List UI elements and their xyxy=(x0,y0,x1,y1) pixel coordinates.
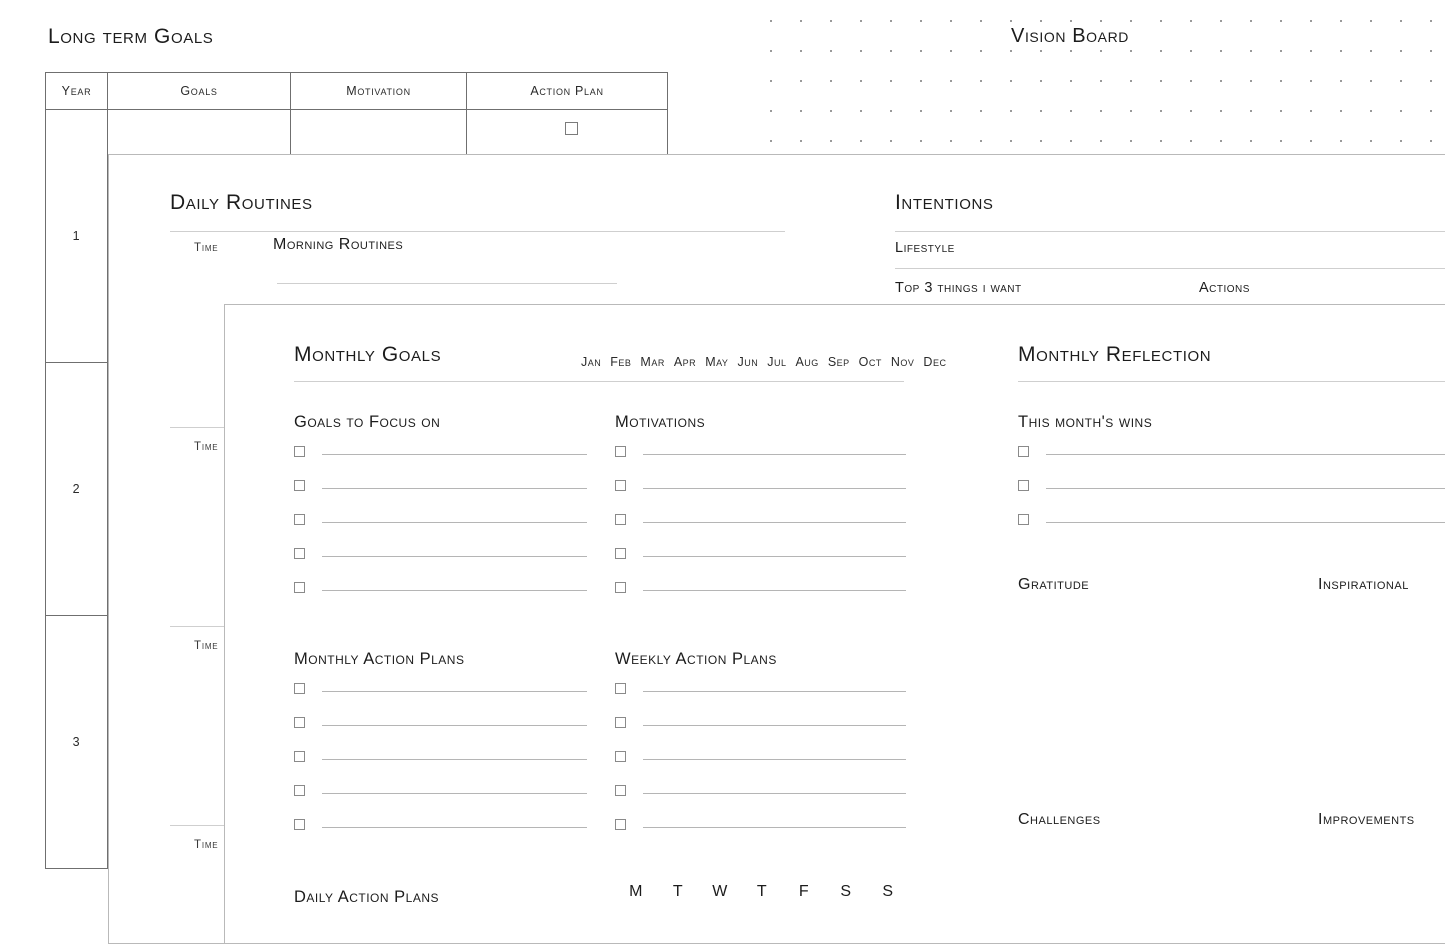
intentions-actions-label: Actions xyxy=(1199,280,1250,296)
checkbox[interactable] xyxy=(294,582,305,593)
grid-dot xyxy=(860,80,862,82)
grid-dot xyxy=(1190,80,1192,82)
divider xyxy=(1018,381,1445,382)
grid-dot xyxy=(1340,80,1342,82)
grid-dot xyxy=(1370,50,1372,52)
grid-dot xyxy=(1400,80,1402,82)
list-item xyxy=(1018,446,1445,457)
grid-dot xyxy=(1040,80,1042,82)
list-item xyxy=(615,785,906,796)
section-heading-goals-to-focus-on: Goals to Focus on xyxy=(294,413,441,431)
grid-dot xyxy=(1160,110,1162,112)
write-line[interactable] xyxy=(643,759,906,760)
year-cell: 2 xyxy=(46,363,108,616)
write-line[interactable] xyxy=(170,825,230,826)
write-line[interactable] xyxy=(277,283,617,284)
grid-dot xyxy=(770,20,772,22)
checkbox[interactable] xyxy=(294,683,305,694)
section-heading-weekly-action-plans: Weekly Action Plans xyxy=(615,650,777,668)
year-cell: 3 xyxy=(46,616,108,869)
write-line[interactable] xyxy=(170,427,230,428)
list-item xyxy=(615,480,906,491)
list-item xyxy=(1018,514,1445,525)
write-line[interactable] xyxy=(643,691,906,692)
write-line[interactable] xyxy=(322,827,587,828)
month-option[interactable]: Oct xyxy=(858,355,882,369)
grid-dot xyxy=(1400,140,1402,142)
checkbox[interactable] xyxy=(294,514,305,525)
checkbox[interactable] xyxy=(615,480,626,491)
list-item xyxy=(1018,480,1445,491)
grid-dot xyxy=(1010,110,1012,112)
checkbox[interactable] xyxy=(1018,480,1029,491)
write-line[interactable] xyxy=(170,626,230,627)
grid-dot xyxy=(860,20,862,22)
list-item xyxy=(615,683,906,694)
grid-dot xyxy=(1280,110,1282,112)
section-heading-inspirational: Inspirational xyxy=(1318,576,1409,593)
checkbox[interactable] xyxy=(294,717,305,728)
grid-dot xyxy=(1040,50,1042,52)
weekday-initial: T xyxy=(672,883,684,900)
grid-dot xyxy=(1280,50,1282,52)
month-option[interactable]: Dec xyxy=(923,355,947,369)
checkbox[interactable] xyxy=(294,446,305,457)
column-header-year: Year xyxy=(46,73,108,110)
section-heading-challenges: Challenges xyxy=(1018,811,1101,828)
grid-dot xyxy=(1340,140,1342,142)
write-line[interactable] xyxy=(1046,488,1445,489)
grid-dot xyxy=(1190,50,1192,52)
grid-dot xyxy=(1070,50,1072,52)
grid-dot xyxy=(1250,20,1252,22)
grid-dot xyxy=(1220,110,1222,112)
month-option[interactable]: Jun xyxy=(737,355,759,369)
time-label: Time xyxy=(194,839,219,851)
grid-dot xyxy=(1130,110,1132,112)
write-line[interactable] xyxy=(643,454,906,455)
checkbox[interactable] xyxy=(615,751,626,762)
grid-dot xyxy=(1010,50,1012,52)
write-line[interactable] xyxy=(322,691,587,692)
section-heading-daily-action-plans: Daily Action Plans xyxy=(294,888,439,906)
grid-dot xyxy=(920,140,922,142)
grid-dot xyxy=(830,50,832,52)
grid-dot xyxy=(1280,80,1282,82)
write-line[interactable] xyxy=(643,488,906,489)
checkbox[interactable] xyxy=(294,751,305,762)
weekday-initial: S xyxy=(840,883,852,900)
grid-dot xyxy=(1100,20,1102,22)
checkbox[interactable] xyxy=(615,548,626,559)
list-item xyxy=(615,582,906,593)
grid-dot xyxy=(980,140,982,142)
divider xyxy=(895,231,1445,232)
write-line[interactable] xyxy=(322,793,587,794)
grid-dot xyxy=(950,50,952,52)
list-item xyxy=(615,548,906,559)
grid-dot xyxy=(1430,140,1432,142)
weekday-initial: T xyxy=(756,883,768,900)
write-line[interactable] xyxy=(1046,522,1445,523)
write-line[interactable] xyxy=(643,522,906,523)
list-item xyxy=(294,717,587,728)
checkbox[interactable] xyxy=(294,548,305,559)
grid-dot xyxy=(800,20,802,22)
grid-dot xyxy=(1370,80,1372,82)
list-item xyxy=(294,683,587,694)
grid-dot xyxy=(1070,20,1072,22)
grid-dot xyxy=(980,110,982,112)
grid-dot xyxy=(890,50,892,52)
checkbox[interactable] xyxy=(615,785,626,796)
grid-dot xyxy=(830,140,832,142)
checkbox[interactable] xyxy=(615,582,626,593)
grid-dot xyxy=(890,20,892,22)
time-label: Time xyxy=(194,441,219,453)
grid-dot xyxy=(980,80,982,82)
time-label: Time xyxy=(194,640,219,652)
section-heading-this-months-wins: This month's wins xyxy=(1018,413,1153,431)
month-selector[interactable] xyxy=(581,355,955,369)
list-item xyxy=(615,819,906,830)
write-line[interactable] xyxy=(643,793,906,794)
write-line[interactable] xyxy=(322,488,587,489)
month-option[interactable]: Feb xyxy=(610,355,632,369)
list-item xyxy=(615,717,906,728)
grid-dot xyxy=(950,110,952,112)
grid-dot xyxy=(1130,140,1132,142)
grid-dot xyxy=(920,80,922,82)
grid-dot xyxy=(1100,80,1102,82)
list-item xyxy=(615,514,906,525)
grid-dot xyxy=(1400,50,1402,52)
grid-dot xyxy=(800,50,802,52)
weekday-initial: S xyxy=(882,883,894,900)
grid-dot xyxy=(1430,50,1432,52)
write-line[interactable] xyxy=(322,454,587,455)
month-option[interactable]: Nov xyxy=(890,355,915,369)
checkbox[interactable] xyxy=(615,717,626,728)
grid-dot xyxy=(1010,20,1012,22)
weekday-initial: W xyxy=(712,883,728,900)
column-header-action-plan: Action Plan xyxy=(467,73,668,110)
grid-dot xyxy=(980,50,982,52)
grid-dot xyxy=(1250,140,1252,142)
grid-dot xyxy=(980,20,982,22)
page-title-monthly-goals: Monthly Goals xyxy=(294,343,442,366)
checkbox[interactable] xyxy=(615,819,626,830)
grid-dot xyxy=(830,110,832,112)
grid-dot xyxy=(1010,80,1012,82)
list-item xyxy=(294,819,587,830)
intentions-lifestyle-label: Lifestyle xyxy=(895,240,955,256)
section-heading-morning-routines: Morning Routines xyxy=(273,236,404,253)
grid-dot xyxy=(860,110,862,112)
grid-dot xyxy=(770,140,772,142)
grid-dot xyxy=(1190,110,1192,112)
month-option[interactable]: Jul xyxy=(767,355,787,369)
page-title-monthly-reflection: Monthly Reflection xyxy=(1018,343,1212,366)
grid-dot xyxy=(950,80,952,82)
grid-dot xyxy=(890,110,892,112)
grid-dot xyxy=(1370,140,1372,142)
grid-dot xyxy=(1370,20,1372,22)
grid-dot xyxy=(1160,140,1162,142)
checkbox[interactable] xyxy=(1018,446,1029,457)
time-label: Time xyxy=(194,242,219,254)
page-title-long-term-goals: Long term Goals xyxy=(48,25,214,48)
grid-dot xyxy=(830,20,832,22)
list-item xyxy=(294,514,587,525)
grid-dot xyxy=(800,80,802,82)
write-line[interactable] xyxy=(322,759,587,760)
grid-dot xyxy=(1100,110,1102,112)
write-line[interactable] xyxy=(643,827,906,828)
table-header-row xyxy=(46,73,668,110)
month-option[interactable]: Jan xyxy=(581,355,602,369)
grid-dot xyxy=(1430,20,1432,22)
grid-dot xyxy=(1190,140,1192,142)
grid-dot xyxy=(1160,20,1162,22)
write-line[interactable] xyxy=(322,522,587,523)
grid-dot xyxy=(1190,20,1192,22)
grid-dot xyxy=(950,20,952,22)
write-line[interactable] xyxy=(322,556,587,557)
checkbox[interactable] xyxy=(1018,514,1029,525)
grid-dot xyxy=(1100,50,1102,52)
list-item xyxy=(294,446,587,457)
grid-dot xyxy=(770,50,772,52)
grid-dot xyxy=(1130,20,1132,22)
grid-dot xyxy=(1250,80,1252,82)
grid-dot xyxy=(770,80,772,82)
grid-dot xyxy=(920,20,922,22)
checkbox[interactable] xyxy=(294,819,305,830)
write-line[interactable] xyxy=(322,590,587,591)
section-heading-motivations: Motivations xyxy=(615,413,706,431)
month-option[interactable]: Mar xyxy=(640,355,665,369)
grid-dot xyxy=(1280,140,1282,142)
section-heading-monthly-action-plans: Monthly Action Plans xyxy=(294,650,465,668)
intentions-top3-label: Top 3 things i want xyxy=(895,280,1022,296)
list-item xyxy=(294,480,587,491)
grid-dot xyxy=(1040,140,1042,142)
divider xyxy=(170,231,785,232)
write-line[interactable] xyxy=(643,590,906,591)
grid-dot xyxy=(920,110,922,112)
write-line[interactable] xyxy=(322,725,587,726)
year-cell: 1 xyxy=(46,110,108,363)
section-heading-improvements: Improvements xyxy=(1318,811,1415,828)
list-item xyxy=(615,751,906,762)
column-header-goals: Goals xyxy=(108,73,291,110)
checkbox[interactable] xyxy=(565,122,578,135)
grid-dot xyxy=(1010,140,1012,142)
grid-dot xyxy=(800,110,802,112)
grid-dot xyxy=(1430,80,1432,82)
month-option[interactable]: Aug xyxy=(795,355,819,369)
grid-dot xyxy=(1220,50,1222,52)
grid-dot xyxy=(1220,140,1222,142)
checkbox[interactable] xyxy=(615,683,626,694)
grid-dot xyxy=(1400,20,1402,22)
grid-dot xyxy=(1310,80,1312,82)
column-header-motivation: Motivation xyxy=(291,73,467,110)
grid-dot xyxy=(1130,80,1132,82)
grid-dot xyxy=(1340,50,1342,52)
month-option[interactable]: Apr xyxy=(673,355,697,369)
write-line[interactable] xyxy=(1046,454,1445,455)
divider xyxy=(895,268,1445,269)
grid-dot xyxy=(950,140,952,142)
section-heading-gratitude: Gratitude xyxy=(1018,576,1090,593)
grid-dot xyxy=(860,50,862,52)
grid-dot xyxy=(1340,20,1342,22)
vision-board-dot-grid xyxy=(770,20,1440,160)
checkbox[interactable] xyxy=(294,785,305,796)
grid-dot xyxy=(1160,50,1162,52)
write-line[interactable] xyxy=(643,556,906,557)
grid-dot xyxy=(1070,110,1072,112)
weekday-initial: F xyxy=(798,883,810,900)
checkbox[interactable] xyxy=(615,446,626,457)
weekday-initial: M xyxy=(629,883,643,900)
list-item xyxy=(294,548,587,559)
grid-dot xyxy=(890,80,892,82)
page-title-daily-routines: Daily Routines xyxy=(170,191,313,214)
list-item xyxy=(294,785,587,796)
month-option[interactable]: May xyxy=(705,355,729,369)
vision-board-title: Vision Board xyxy=(1011,25,1130,47)
grid-dot xyxy=(1220,80,1222,82)
grid-dot xyxy=(1040,110,1042,112)
grid-dot xyxy=(1370,110,1372,112)
list-item xyxy=(294,582,587,593)
grid-dot xyxy=(1100,140,1102,142)
grid-dot xyxy=(1310,50,1312,52)
grid-dot xyxy=(1310,140,1312,142)
grid-dot xyxy=(1160,80,1162,82)
grid-dot xyxy=(1340,110,1342,112)
grid-dot xyxy=(770,110,772,112)
grid-dot xyxy=(1310,20,1312,22)
grid-dot xyxy=(800,140,802,142)
grid-dot xyxy=(1280,20,1282,22)
grid-dot xyxy=(1250,110,1252,112)
grid-dot xyxy=(1430,110,1432,112)
checkbox[interactable] xyxy=(294,480,305,491)
list-item xyxy=(615,446,906,457)
grid-dot xyxy=(1250,50,1252,52)
grid-dot xyxy=(860,140,862,142)
monthly-goals-page xyxy=(224,304,1445,944)
month-option[interactable]: Sep xyxy=(827,355,850,369)
grid-dot xyxy=(1130,50,1132,52)
page-title-intentions: Intentions xyxy=(895,191,994,214)
grid-dot xyxy=(1070,140,1072,142)
grid-dot xyxy=(1070,80,1072,82)
grid-dot xyxy=(1220,20,1222,22)
divider xyxy=(294,381,904,382)
grid-dot xyxy=(1310,110,1312,112)
weekday-header xyxy=(615,883,909,901)
list-item xyxy=(294,751,587,762)
grid-dot xyxy=(1400,110,1402,112)
grid-dot xyxy=(1040,20,1042,22)
write-line[interactable] xyxy=(643,725,906,726)
grid-dot xyxy=(920,50,922,52)
grid-dot xyxy=(890,140,892,142)
checkbox[interactable] xyxy=(615,514,626,525)
grid-dot xyxy=(830,80,832,82)
